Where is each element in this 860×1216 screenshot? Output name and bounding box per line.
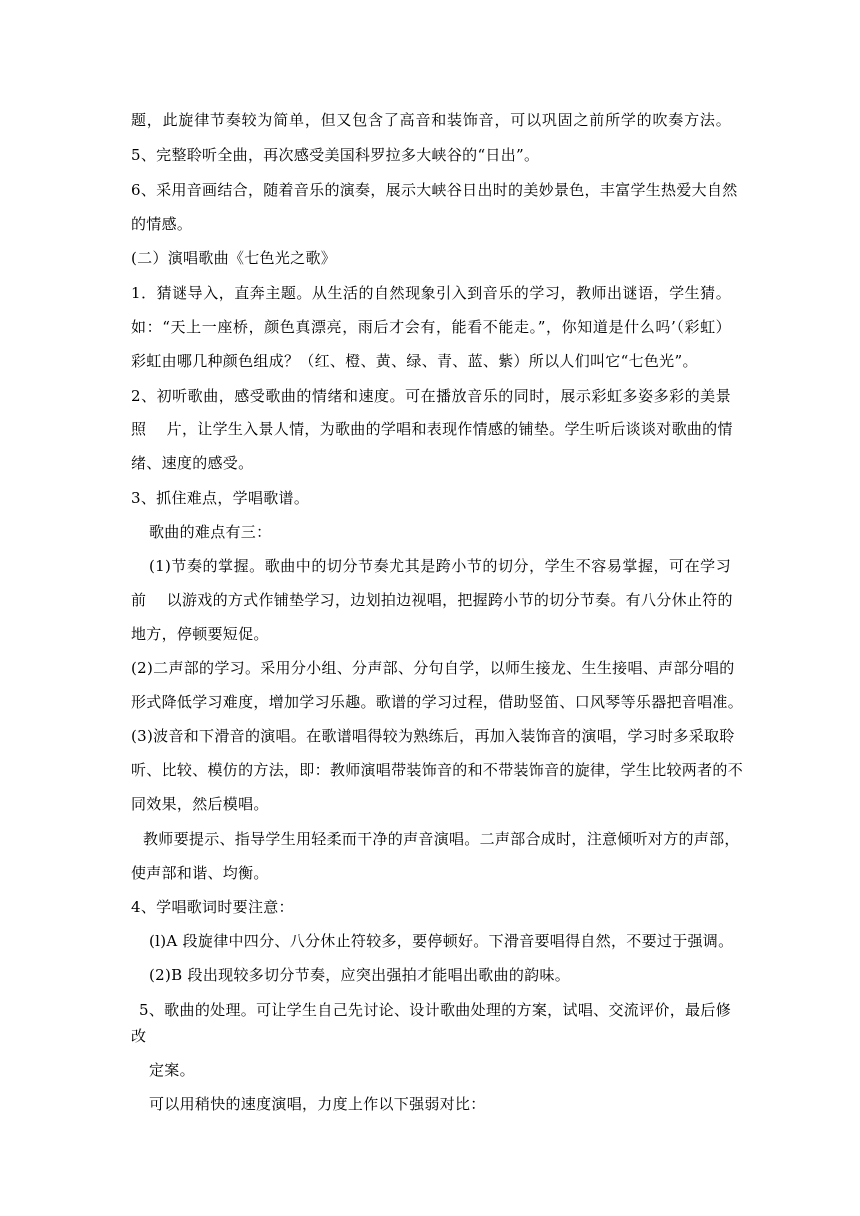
text-line: 5、歌曲的处理。可让学生自己先讨论、设计歌曲处理的方案，试唱、交流评价，最后修: [139, 1001, 731, 1019]
text-line: 如：“天上一座桥，颜色真漂亮，雨后才会有，能看不能走。”，你知道是什么吗’（彩虹）: [131, 318, 731, 336]
text-line: (3)波音和下滑音的演唱。在歌谱唱得较为熟练后，再加入装饰音的演唱，学习时多采取聆: [131, 727, 735, 745]
text-line: 1．猜谜导入，直奔主题。从生活的自然现象引入到音乐的学习，教师出谜语，学生猜。: [131, 284, 731, 302]
text-line: 题，此旋律节奏较为简单，但又包含了高音和装饰音，可以巩固之前所学的吹奏方法。: [131, 111, 731, 129]
text-line: (1)节奏的掌握。歌曲中的切分节奏尤其是跨小节的切分，学生不容易掌握，可在学习: [149, 557, 731, 575]
text-line: 3、抓住难点，学唱歌谱。: [131, 489, 310, 507]
text-line: 5、完整聆听全曲，再次感受美国科罗拉多大峡谷的“日出”。: [131, 146, 540, 164]
text-line: 听、比较、模仿的方法，即：教师演唱带装饰音的和不带装饰音的旋律，学生比较两者的不: [131, 761, 744, 779]
text-line: 的情感。: [131, 215, 193, 233]
text-line: 绪、速度的感受。: [131, 454, 254, 472]
text-line: (l)A 段旋律中四分、八分休止符较多，要停顿好。下滑音要唱得自然，不要过于强调。: [149, 932, 734, 950]
text-line: 歌曲的难点有三：: [149, 523, 272, 541]
section-heading: (二）演唱歌曲《七色光之歌》: [131, 249, 337, 267]
text-line: 2、初听歌曲，感受歌曲的情绪和速度。可在播放音乐的同时，展示彩虹多姿多彩的美景: [131, 387, 731, 405]
text-line: 6、采用音画结合，随着音乐的演奏，展示大峡谷日出时的美妙景色，丰富学生热爱大自然: [131, 181, 738, 199]
text-line: 彩虹由哪几种颜色组成？（红、橙、黄、绿、青、蓝、紫）所以人们叫它“七色光”。: [131, 352, 698, 370]
text-line: 形式降低学习难度，增加学习乐趣。歌谱的学习过程，借助竖笛、口风琴等乐器把音唱准。: [131, 693, 744, 711]
text-line: (2)二声部的学习。采用分小组、分声部、分句自学，以师生接龙、生生接唱、声部分唱的: [131, 659, 735, 677]
text-line: 改: [131, 1027, 147, 1045]
text-line: 教师要提示、指导学生用轻柔而干净的声音演唱。二声部合成时，注意倾听对方的声部，: [143, 830, 740, 848]
text-line: 前 以游戏的方式作铺垫学习，边划拍边视唱，把握跨小节的切分节奏。有八分休止符的: [131, 591, 733, 609]
text-line: 地方，停顿要短促。: [131, 625, 269, 643]
text-line: 可以用稍快的速度演唱，力度上作以下强弱对比：: [149, 1095, 486, 1113]
text-line: 同效果，然后模唱。: [131, 795, 269, 813]
text-line: 定案。: [149, 1061, 195, 1079]
text-line: 4、学唱歌词时要注意：: [131, 898, 294, 916]
text-line: 使声部和谐、均衡。: [131, 864, 269, 882]
text-line: 照 片，让学生入景人情，为歌曲的学唱和表现作情感的铺垫。学生听后谈谈对歌曲的情: [131, 420, 733, 438]
text-line: (2)B 段出现较多切分节奏，应突出强拍才能唱出歌曲的韵味。: [149, 966, 571, 984]
